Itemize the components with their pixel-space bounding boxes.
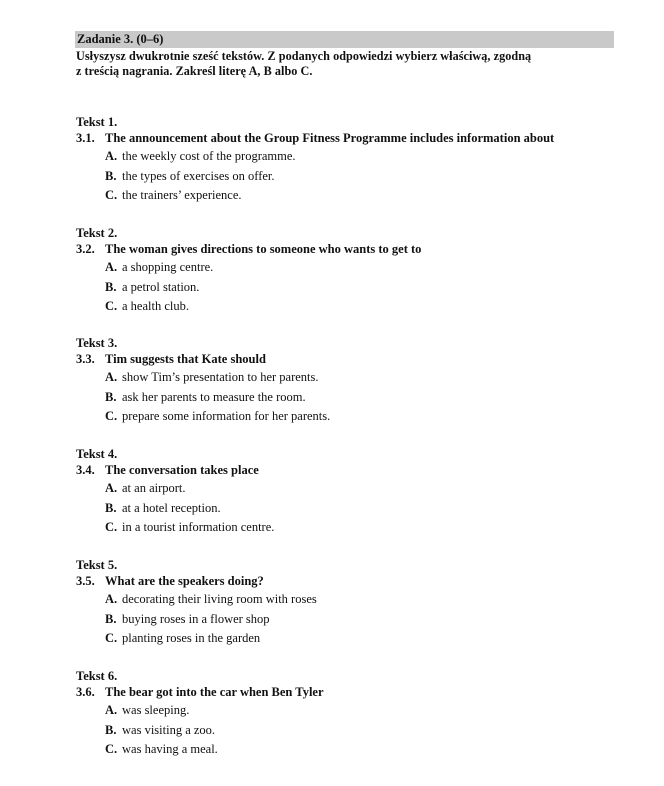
text-block-6: [76, 669, 614, 760]
option-text: at an airport.: [122, 481, 186, 495]
text-block-1: [76, 115, 614, 206]
question-number: 3.2.: [76, 242, 95, 256]
option-letter: B.: [105, 722, 117, 737]
option-text: ask her parents to measure the room.: [122, 389, 306, 404]
answer-option-c[interactable]: [76, 297, 614, 317]
option-text: a health club.: [122, 299, 189, 313]
option-text: decorating their living room with roses: [122, 592, 317, 606]
option-letter: C.: [105, 299, 118, 313]
answer-option-b[interactable]: [76, 278, 614, 298]
answer-option-a[interactable]: [76, 479, 614, 499]
option-letter: A.: [105, 260, 118, 274]
instruction-line-1: Usłyszysz dwukrotnie sześć tekstów. Z podanych odpowiedzi wybierz właściwą, zgodną: [76, 49, 532, 63]
answer-option-c[interactable]: [76, 740, 614, 760]
option-letter: B.: [105, 500, 117, 515]
text-block-5: [76, 558, 614, 649]
task-title: Zadanie 3. (0–6): [75, 31, 614, 48]
option-text: buying roses in a flower shop: [122, 611, 270, 626]
question-text: The bear got into the car when Ben Tyler: [105, 685, 324, 699]
option-text: a petrol station.: [122, 279, 200, 294]
question: [76, 241, 614, 258]
answer-option-c[interactable]: [76, 518, 614, 538]
option-text: prepare some information for her parents.: [122, 409, 331, 423]
option-letter: B.: [105, 389, 117, 404]
task-instruction: [76, 49, 614, 79]
question-text: The woman gives directions to someone who wants to get to: [105, 242, 422, 256]
option-letter: A.: [105, 149, 118, 163]
text-label: Tekst 6.: [76, 669, 118, 683]
option-text: in a tourist information centre.: [122, 520, 275, 534]
text-block-3: [76, 336, 614, 427]
option-text: at a hotel reception.: [122, 500, 221, 515]
answer-option-b[interactable]: [76, 610, 614, 630]
text-label: Tekst 3.: [76, 336, 118, 350]
option-letter: C.: [105, 409, 118, 423]
text-label: Tekst 1.: [76, 115, 118, 129]
question-number: 3.5.: [76, 574, 95, 588]
option-text: planting roses in the garden: [122, 631, 261, 645]
text-label: Tekst 4.: [76, 447, 118, 461]
option-letter: C.: [105, 742, 118, 756]
answer-option-a[interactable]: [76, 368, 614, 388]
text-block-2: [76, 226, 614, 317]
question: [76, 130, 614, 147]
answer-option-b[interactable]: [76, 499, 614, 519]
text-label: Tekst 2.: [76, 226, 118, 240]
option-text: was sleeping.: [122, 703, 190, 717]
answer-option-a[interactable]: [76, 258, 614, 278]
question: [76, 351, 614, 368]
option-text: the types of exercises on offer.: [122, 168, 275, 183]
option-text: the trainers’ experience.: [122, 188, 242, 202]
answer-option-a[interactable]: [76, 701, 614, 721]
option-letter: C.: [105, 188, 118, 202]
question-number: 3.3.: [76, 352, 95, 366]
answer-option-b[interactable]: [76, 388, 614, 408]
answer-option-c[interactable]: [76, 629, 614, 649]
question-text: The conversation takes place: [105, 463, 259, 477]
option-text: show Tim’s presentation to her parents.: [122, 370, 319, 384]
answer-option-b[interactable]: [76, 721, 614, 741]
option-text: the weekly cost of the programme.: [122, 149, 296, 163]
question-text: The announcement about the Group Fitness Programme includes information about: [105, 131, 555, 145]
option-letter: C.: [105, 631, 118, 645]
question: [76, 684, 614, 701]
option-text: was having a meal.: [122, 742, 218, 756]
option-letter: A.: [105, 592, 118, 606]
question-number: 3.1.: [76, 131, 95, 145]
option-letter: B.: [105, 611, 117, 626]
answer-option-b[interactable]: [76, 167, 614, 187]
question: [76, 462, 614, 479]
question-text: What are the speakers doing?: [105, 574, 264, 588]
answer-option-c[interactable]: [76, 186, 614, 206]
question: [76, 573, 614, 590]
text-block-4: [76, 447, 614, 538]
option-letter: A.: [105, 703, 118, 717]
text-label: Tekst 5.: [76, 558, 118, 572]
option-letter: A.: [105, 370, 118, 384]
question-number: 3.4.: [76, 463, 95, 477]
answer-option-a[interactable]: [76, 147, 614, 167]
option-letter: B.: [105, 168, 117, 183]
option-text: was visiting a zoo.: [122, 722, 216, 737]
option-text: a shopping centre.: [122, 260, 214, 274]
answer-option-c[interactable]: [76, 407, 614, 427]
exam-page: [76, 31, 614, 756]
option-letter: B.: [105, 279, 117, 294]
option-letter: C.: [105, 520, 118, 534]
instruction-line-2: z treścią nagrania. Zakreśl literę A, B albo C.: [76, 64, 313, 78]
question-number: 3.6.: [76, 685, 95, 699]
answer-option-a[interactable]: [76, 590, 614, 610]
option-letter: A.: [105, 481, 118, 495]
question-text: Tim suggests that Kate should: [105, 352, 266, 366]
